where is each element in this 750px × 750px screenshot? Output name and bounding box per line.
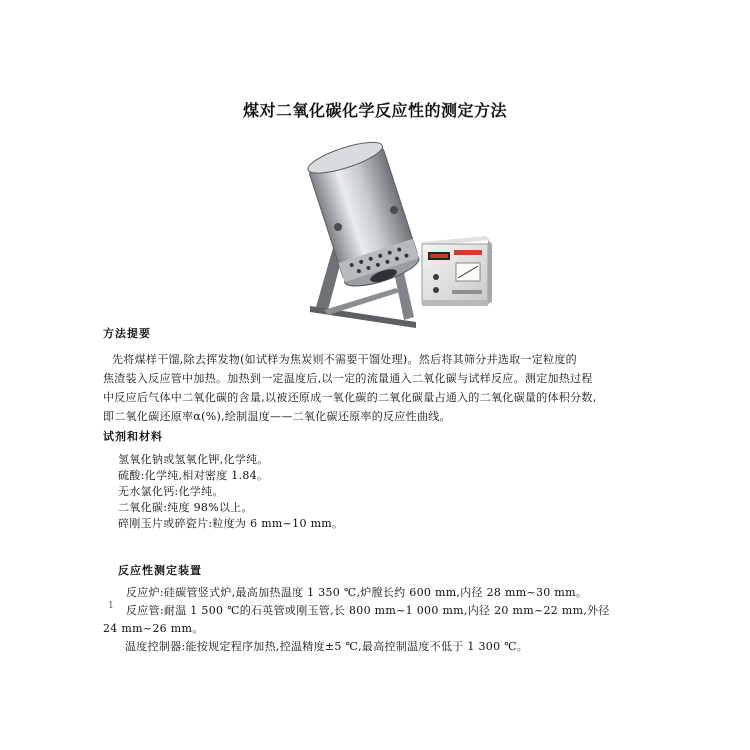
method-line: 先将煤样干馏,除去挥发物(如试样为焦炭则不需要干馏处理)。然后将其筛分并选取一定粒度的 [112, 353, 577, 366]
method-line: 焦渣装入反应管中加热。加热到一定温度后,以一定的流量通入二氧化碳与试样反应。测定加热过程 [103, 372, 593, 385]
apparatus-continuation [103, 620, 528, 656]
section-heading-method: 方法提要 [103, 327, 151, 340]
document-title: 煤对二氧化碳化学反应性的测定方法 [242, 101, 507, 120]
method-line: 中反应后气体中二氧化碳的含量,以被还原成一氧化碳的二氧化碳量占通入的二氧化碳量的体积分数, [103, 391, 597, 404]
reagent-item: 硫酸:化学纯,相对密度 1.84。 [118, 469, 269, 482]
reagent-item: 无水氯化钙:化学纯。 [118, 485, 224, 498]
reagent-item: 二氧化碳:纯度 98%以上。 [118, 501, 253, 514]
apparatus-photo [296, 132, 506, 352]
reactivity-furnace-image [296, 132, 506, 352]
apparatus-item: 反应管:耐温 1 500 ℃的石英管或刚玉管,长 800 mm~1 000 mm,内径 20 mm~22 mm,外径 [126, 604, 610, 617]
method-line: 即二氧化碳还原率α(%),绘制温度——二氧化碳还原率的反应性曲线。 [103, 410, 451, 423]
section-heading-reagents: 试剂和材料 [103, 430, 163, 443]
reagent-item: 碎刚玉片或碎瓷片:粒度为 6 mm~10 mm。 [118, 517, 344, 530]
section-heading-apparatus: 反应性测定装置 [118, 564, 202, 577]
method-paragraph [103, 350, 597, 426]
margin-mark: 1 [108, 601, 114, 611]
apparatus-item: 反应炉:硅碳管竖式炉,最高加热温度 1 350 ℃,炉膛长约 600 mm,内径 28 mm~30 mm。 [126, 586, 588, 599]
apparatus-list [118, 584, 610, 620]
reagents-list [118, 452, 343, 532]
apparatus-item: 温度控制器:能按规定程序加热,控温精度±5 ℃,最高控制温度不低于 1 300 ℃。 [125, 640, 529, 653]
reagent-item: 氢氧化钠或氢氧化钾,化学纯。 [118, 453, 269, 466]
apparatus-item: 24 mm~26 mm。 [103, 622, 204, 635]
